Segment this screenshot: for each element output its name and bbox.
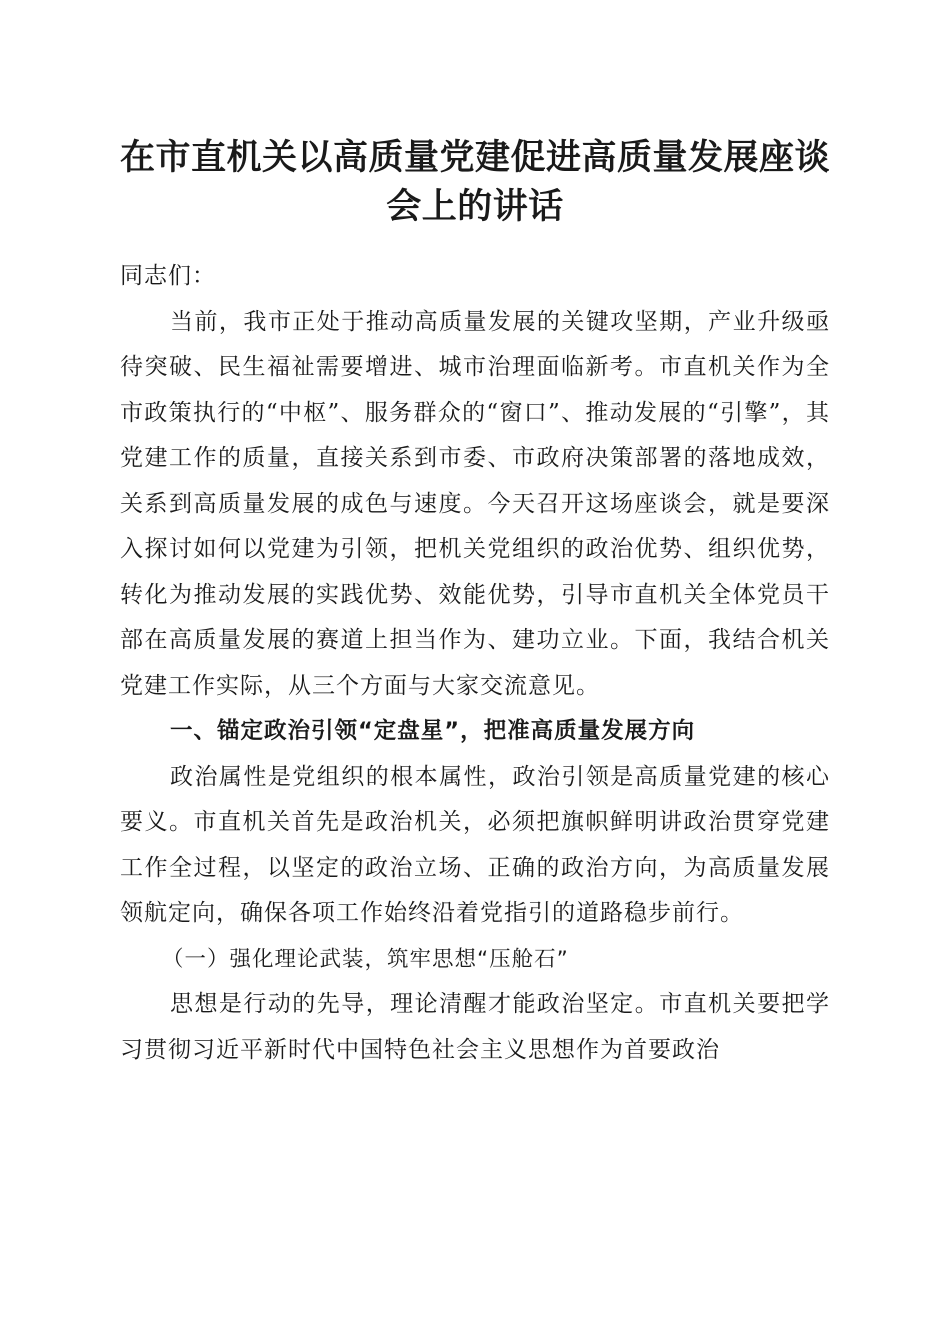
document-title xyxy=(110,134,840,232)
section-1-paragraph: 政治属性是党组织的根本属性，政治引领是高质量党建的核心要义。市直机关首先是政治机关，必须把旗帜鲜明讲政治贯穿党建工作全过程，以坚定的政治立场、正确的政治方向，为高质量发展领航定向，确保各项工作始终沿着党指引的道路稳步前行。 xyxy=(120,763,830,926)
section-heading-1: 一、锚定政治引领“定盘星”，把准高质量发展方向 xyxy=(170,718,696,744)
salutation: 同志们： xyxy=(120,263,216,289)
title-line-1: 在市直机关以高质量党建促进高质量发展座谈 xyxy=(119,138,830,178)
subsection-1-paragraph: 思想是行动的先导，理论清醒才能政治坚定。市直机关要把学习贯彻习近平新时代中国特色社会主义思想作为首要政治 xyxy=(120,991,830,1063)
title-line-2: 会上的讲话 xyxy=(386,187,564,227)
document-body xyxy=(120,254,830,1073)
subsection-heading-1: （一）强化理论武装，筑牢思想“压舱石” xyxy=(162,946,569,972)
intro-paragraph: 当前，我市正处于推动高质量发展的关键攻坚期，产业升级亟待突破、民生福祉需要增进、城市治理面临新考。市直机关作为全市政策执行的“中枢”、服务群众的“窗口”、推动发展的“引擎”，其党建工作的质量，直接关系到市委、市政府决策部署的落地成效，关系到高质量发展的成色与速度。今天召开这场座谈会，就是要深入探讨如何以党建为引领，把机关党组织的政治优势、组织优势，转化为推动发展的实践优势、效能优势，引导市直机关全体党员干部在高质量发展的赛道上担当作为、建功立业。下面，我结合机关党建工作实际，从三个方面与大家交流意见。 xyxy=(120,308,830,699)
